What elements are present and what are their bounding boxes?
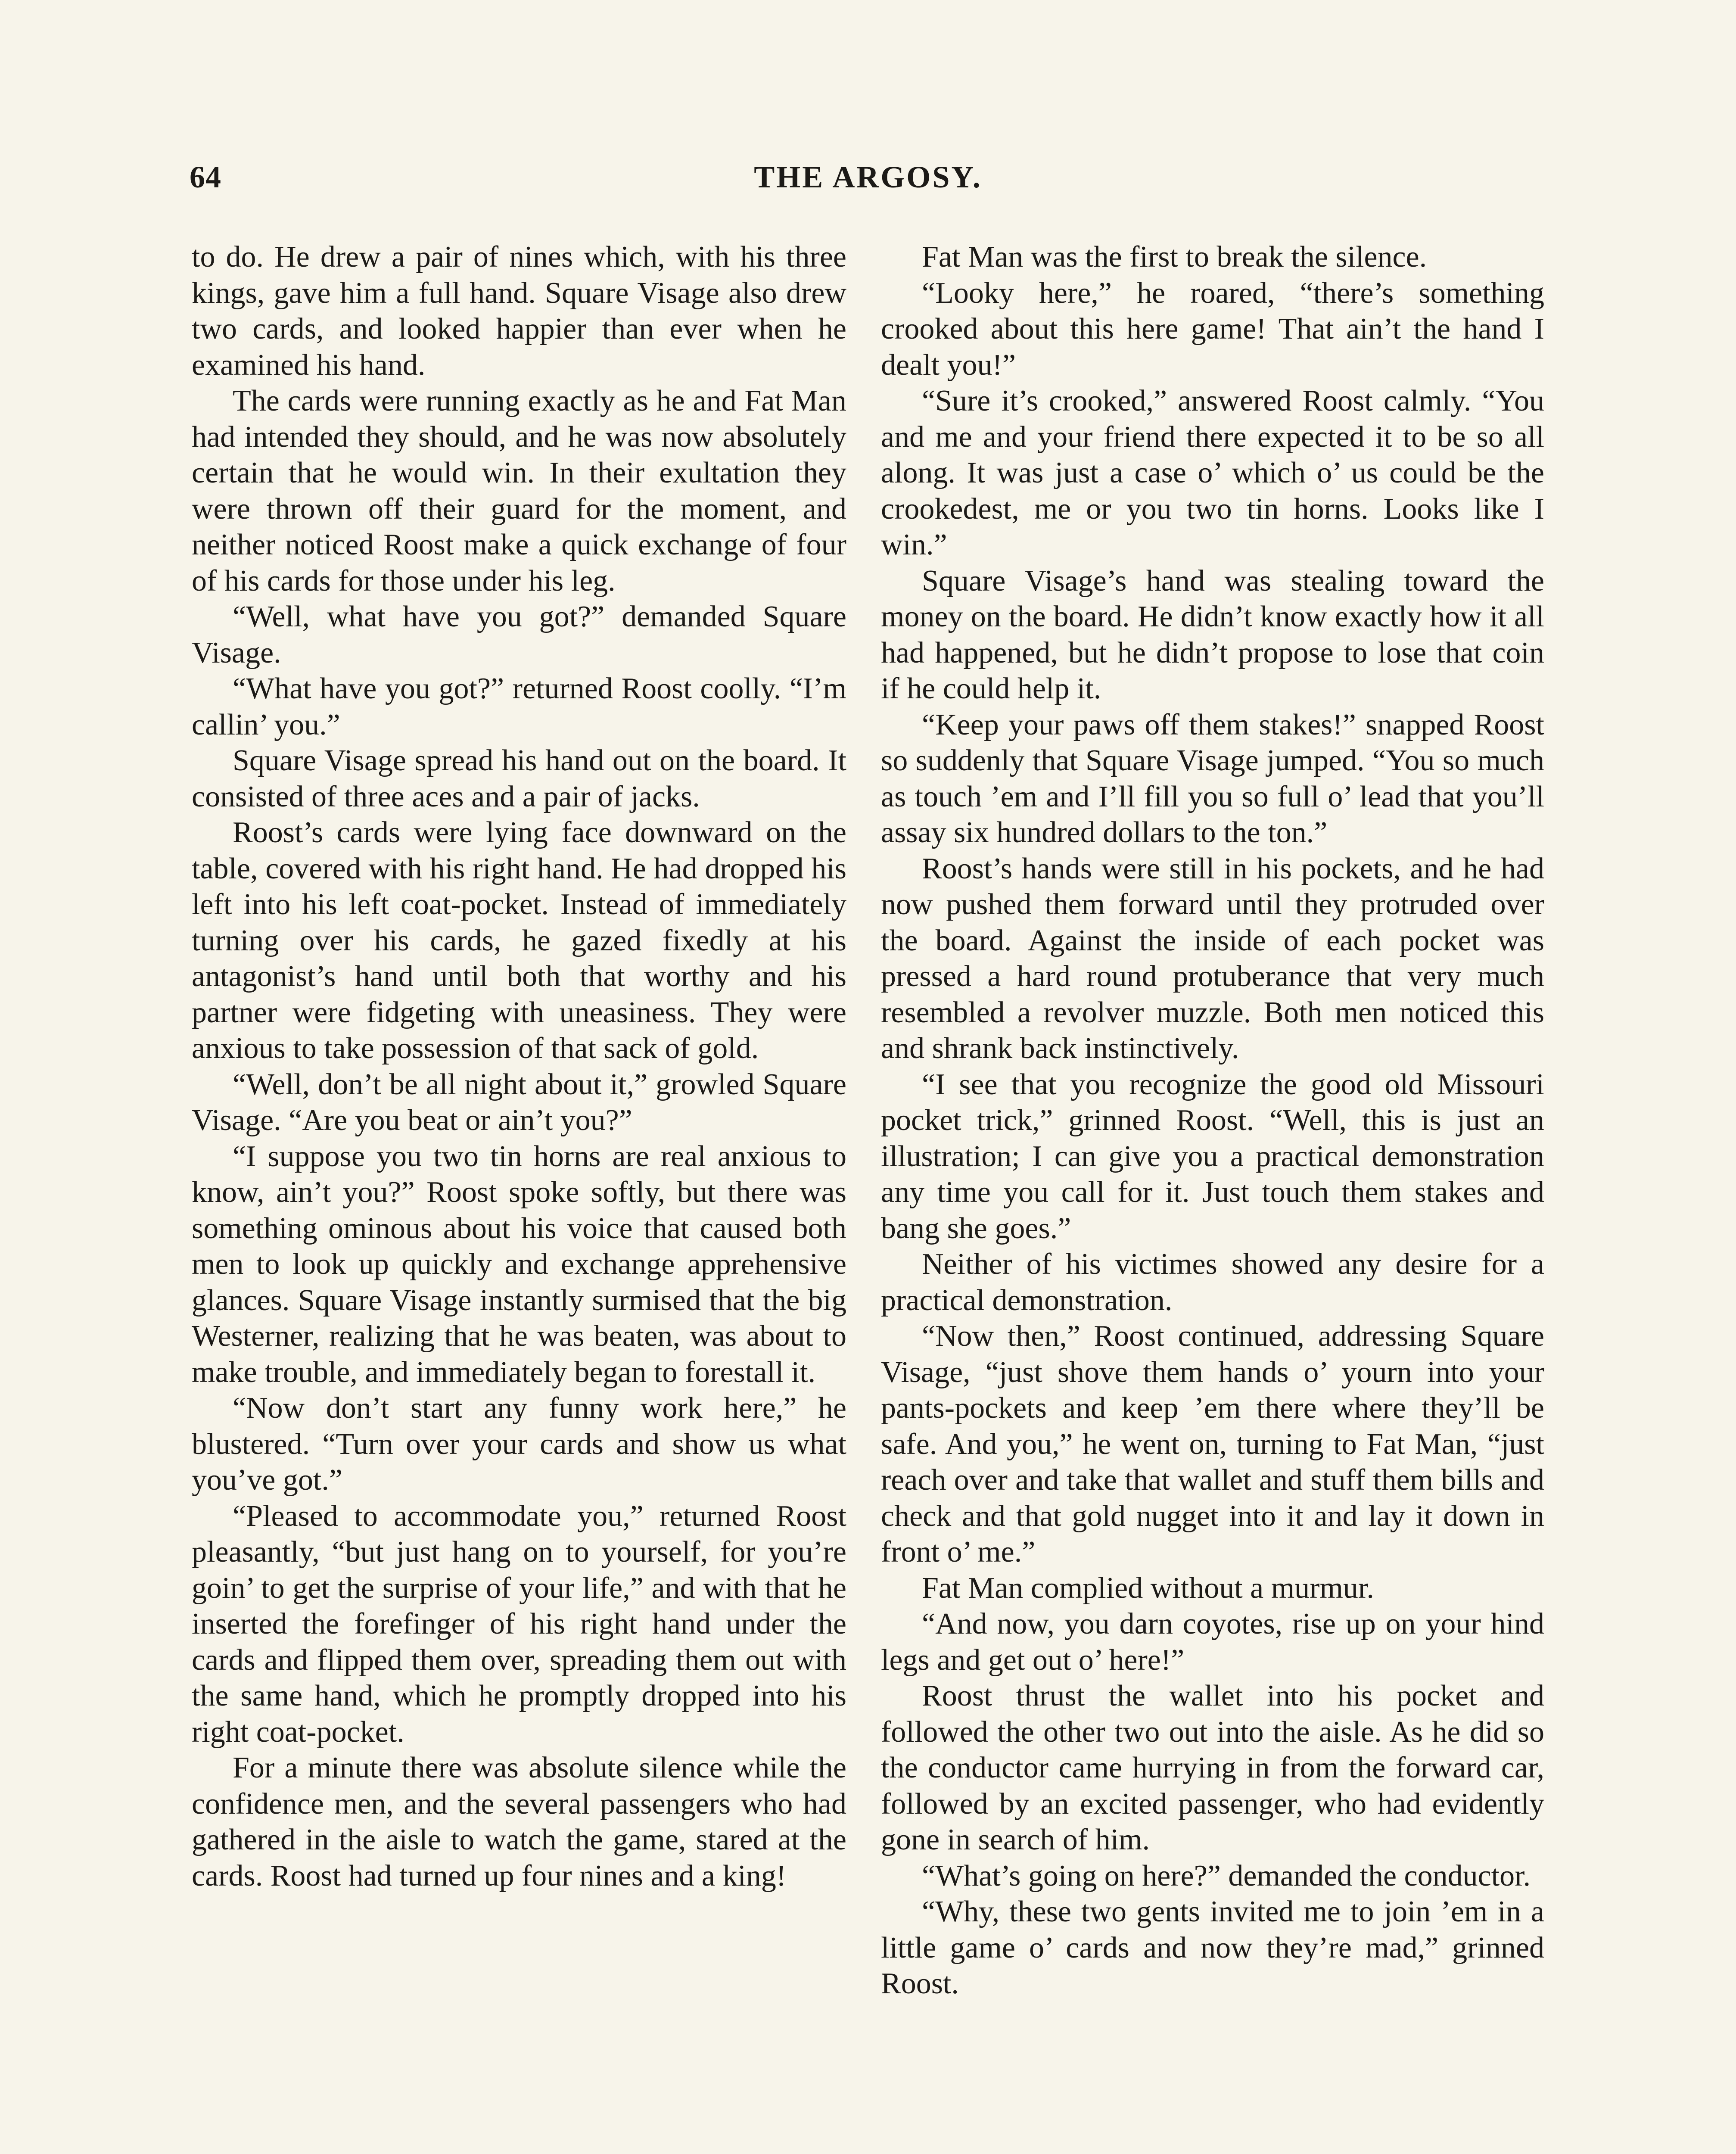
paragraph: “Keep your paws off them stakes!” snapped Roost so suddenly that Square Visage jumped. “You so much as touch ’em and I’ll fill you so full o’ lead that you’ll assay six hundred dollars to the ton.” — [881, 708, 1544, 849]
paragraph: Roost’s cards were lying face downward on the table, covered with his right hand. He had dropped his left into his left coat-pocket. Instead of immediately turning over his cards, he gazed fixedly at his antagonist’s hand until both that worthy and his partner were fidgeting with uneasiness. They were anxious to take possession of that sack of gold. — [192, 816, 846, 1065]
paragraph: “What have you got?” returned Roost coolly. “I’m callin’ you.” — [192, 672, 846, 741]
paragraph: “Now don’t start any funny work here,” he blustered. “Turn over your cards and show us what you’ve got.” — [192, 1391, 846, 1497]
paragraph: Roost thrust the wallet into his pocket and followed the other two out into the aisle. As he did so the conductor came hurrying in from the forward car, followed by an excited passenger, who had evidently gone in search of him. — [881, 1679, 1544, 1856]
paragraph: Square Visage spread his hand out on the board. It consisted of three aces and a pair of jacks. — [192, 744, 846, 813]
right-column — [881, 239, 1544, 2002]
paragraph: “I suppose you two tin horns are real anxious to know, ain’t you?” Roost spoke softly, but there was something ominous about his voice that caused both men to look up quickly and exchange apprehensive glances. Square Visage instantly surmised that the big Westerner, realizing that he was beaten, was about to make trouble, and immediately began to forestall it. — [192, 1139, 846, 1389]
paragraph: “And now, you darn coyotes, rise up on your hind legs and get out o’ here!” — [881, 1607, 1544, 1677]
paragraph: For a minute there was absolute silence while the confidence men, and the several passengers who had gathered in the aisle to watch the game, stared at the cards. Roost had turned up four nines and a king! — [192, 1751, 846, 1893]
paragraph: “I see that you recognize the good old Missouri pocket trick,” grinned Roost. “Well, this is just an illustration; I can give you a practical demonstration any time you call for it. Just touch them stakes and bang she goes.” — [881, 1068, 1544, 1245]
paragraph: “Pleased to accommodate you,” returned Roost pleasantly, “but just hang on to yourself, for you’re goin’ to get the surprise of your life,” and with that he inserted the forefinger of his right hand under the cards and flipped them over, spreading them out with the same hand, which he promptly dropped into his right coat-pocket. — [192, 1499, 846, 1749]
paragraph: “Well, what have you got?” demanded Square Visage. — [192, 600, 846, 669]
paragraph: Square Visage’s hand was stealing toward the money on the board. He didn’t know exactly how it all had happened, but he didn’t propose to lose that coin if he could help it. — [881, 564, 1544, 705]
paragraph: Neither of his victimes showed any desire for a practical demonstration. — [881, 1248, 1544, 1317]
paragraph: “What’s going on here?” demanded the conductor. — [922, 1859, 1531, 1893]
paragraph: “Now then,” Roost continued, addressing Square Visage, “just shove them hands o’ yourn into your pants-pockets and keep ’em there where they’ll be safe. And you,” he went on, turning to Fat Man, “just reach over and take that wallet and stuff them bills and check and that gold nugget into it and lay it down in front o’ me.” — [881, 1320, 1544, 1569]
paragraph: Roost’s hands were still in his pockets, and he had now pushed them forward until they protruded over the board. Against the inside of each pocket was pressed a hard round protuberance that very much resembled a revolver muzzle. Both men noticed this and shrank back instinctively. — [881, 852, 1544, 1065]
left-column — [192, 239, 846, 1894]
paragraph: “Well, don’t be all night about it,” growled Square Visage. “Are you beat or ain’t you?” — [192, 1068, 846, 1137]
paragraph: to do. He drew a pair of nines which, with his three kings, gave him a full hand. Square Visage also drew two cards, and looked happier than ever when he examined his hand. — [192, 240, 846, 382]
running-head: THE ARGOSY. — [754, 160, 982, 194]
paragraph: The cards were running exactly as he and Fat Man had intended they should, and he was now absolutely certain that he would win. In their exultation they were thrown off their guard for the moment, and neither noticed Roost make a quick exchange of four of his cards for those under his leg. — [192, 384, 846, 598]
paragraph: Fat Man complied without a murmur. — [922, 1571, 1374, 1605]
page-number: 64 — [190, 160, 221, 194]
paragraph: Fat Man was the first to break the silence. — [922, 240, 1427, 274]
paragraph: “Sure it’s crooked,” answered Roost calmly. “You and me and your friend there expected it to be so all along. It was just a case o’ which o’ us could be the crookedest, me or you two tin horns. Looks like I win.” — [881, 384, 1544, 561]
paragraph: “Looky here,” he roared, “there’s something crooked about this here game! That ain’t the hand I dealt you!” — [881, 276, 1544, 382]
paragraph: “Why, these two gents invited me to join ’em in a little game o’ cards and now they’re mad,” grinned Roost. — [881, 1895, 1544, 2000]
